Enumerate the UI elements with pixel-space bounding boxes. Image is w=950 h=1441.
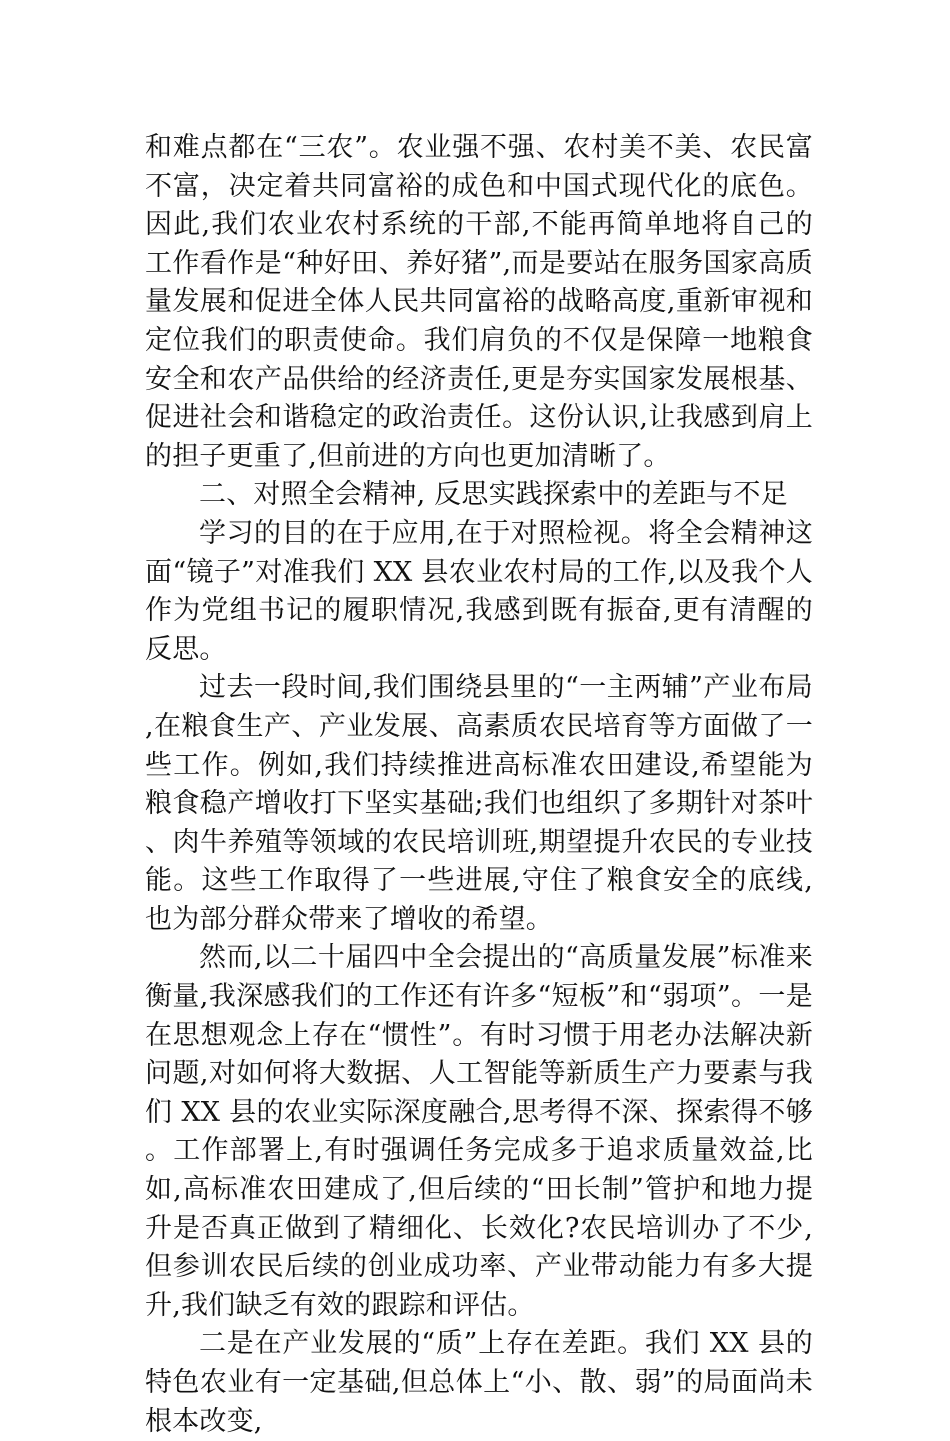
document-body xyxy=(145,129,813,1441)
paragraph: 二是在产业发展的“质”上存在差距。我们 XX 县的特色农业有一定基础,但总体上“小、散、弱”的局面尚未根本改变, xyxy=(145,1328,813,1437)
paragraph-continuation: 和难点都在“三农”。农业强不强、农村美不美、农民富不富，决定着共同富裕的成色和中国式现代化的底色。因此,我们农业农村系统的干部,不能再简单地将自己的工作看作是“种好田、养好猪”,而是要站在服务国家高质量发展和促进全体人民共同富裕的战略高度,重新审视和定位我们的职责使命。我们肩负的不仅是保障一地粮食安全和农产品供给的经济责任,更是夯实国家发展根基、促进社会和谐稳定的政治责任。这份认识,让我感到肩上的担子更重了,但前进的方向也更加清晰了。 xyxy=(145,132,813,472)
paragraph: 过去一段时间,我们围绕县里的“一主两辅”产业布局,在粮食生产、产业发展、高素质农民培育等方面做了一些工作。例如,我们持续推进高标准农田建设,希望能为粮食稳产增收打下坚实基础;我们也组织了多期针对茶叶、肉牛养殖等领域的农民培训班,期望提升农民的专业技能。这些工作取得了一些进展,守住了粮食安全的底线,也为部分群众带来了增收的希望。 xyxy=(145,672,813,935)
paragraph: 学习的目的在于应用,在于对照检视。将全会精神这面“镜子”对准我们 XX 县农业农村局的工作,以及我个人作为党组书记的履职情况,我感到既有振奋,更有清醒的反思。 xyxy=(145,517,813,665)
paragraph: 然而,以二十届四中全会提出的“高质量发展”标准来衡量,我深感我们的工作还有许多“短板”和“弱项”。一是在思想观念上存在“惯性”。有时习惯于用老办法解决新问题,对如何将大数据、人工智能等新质生产力要素与我们 XX 县的农业实际深度融合,思考得不深、探索得不够。工作部署上,有时强调任务完成多于追求质量效益,比如,高标准农田建成了,但后续的“田长制”管护和地力提升是否真正做到了精细化、长效化?农民培训办了不少,但参训农民后续的创业成功率、产业带动能力有多大提升,我们缺乏有效的跟踪和评估。 xyxy=(145,942,813,1321)
section-heading: 二、对照全会精神, 反思实践探索中的差距与不足 xyxy=(199,479,788,511)
